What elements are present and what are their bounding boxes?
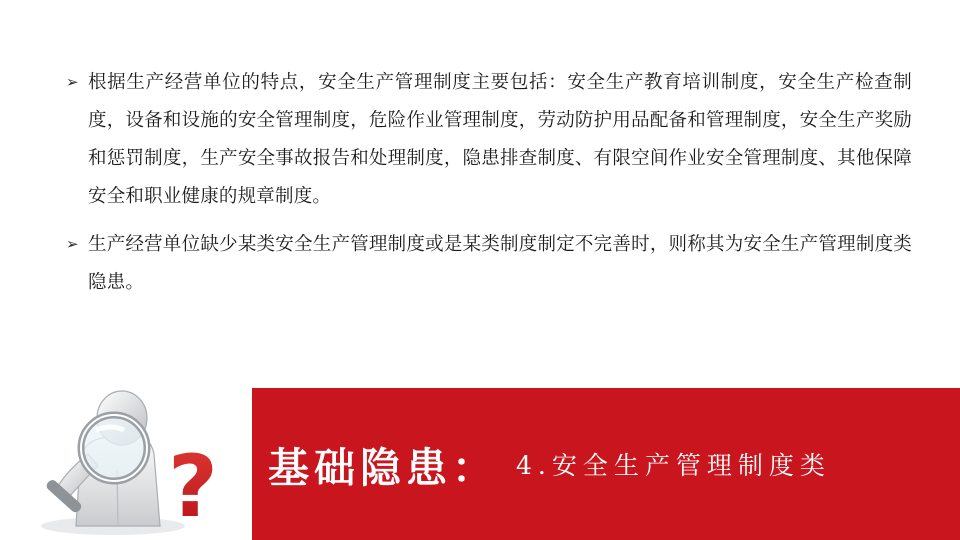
bullet-paragraph: 根据生产经营单位的特点，安全生产管理制度主要包括：安全生产教育培训制度，安全生产检查制度，设备和设施的安全管理制度，危险作业管理制度，劳动防护用品配备和管理制度，安全生产奖励和惩罚制度，生产安全事故报告和处理制度，隐患排查制度、有限空间作业安全管理制度、其他保障安全和职业健康的规章制度。 [88, 72, 912, 207]
section-banner [252, 388, 960, 540]
illustration-figure [18, 330, 258, 540]
banner-subtitle: 4.安全生产管理制度类 [516, 451, 831, 480]
bullet-arrow-icon: ➢ [66, 74, 79, 91]
bullet-paragraph: 生产经营单位缺少某类安全生产管理制度或是某类制度制定不完善时，则称其为安全生产管理制度类隐患。 [88, 234, 912, 293]
banner-title: 基础隐患： [268, 443, 498, 492]
body-text-block [62, 64, 912, 312]
list-item [62, 64, 912, 216]
list-item [62, 226, 912, 302]
person-magnifier-illustration [18, 330, 258, 540]
question-mark-icon: ? [168, 437, 218, 537]
bullet-arrow-icon: ➢ [66, 236, 79, 253]
